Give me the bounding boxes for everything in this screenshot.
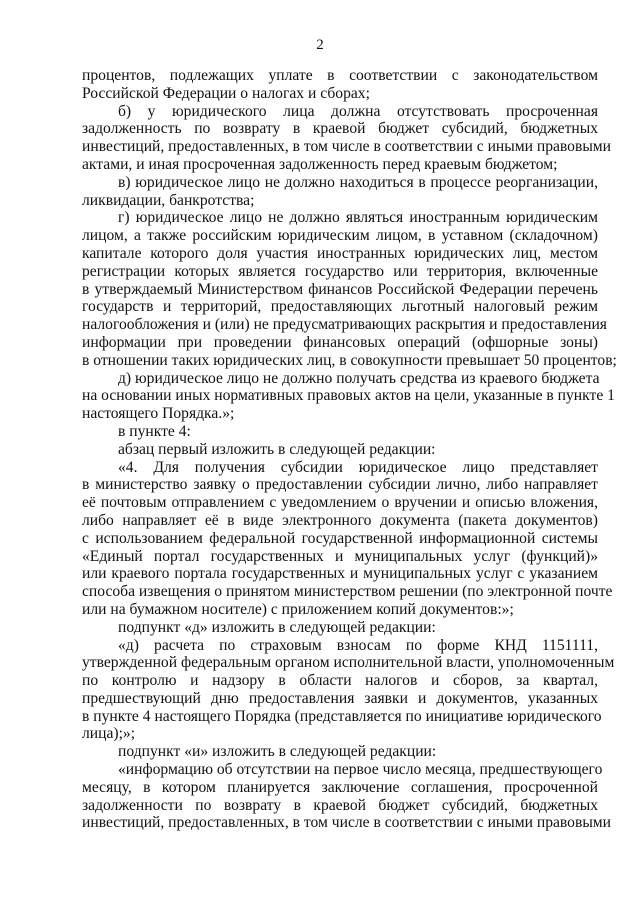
text-line: в министерство заявку о предоставлении субсидии лично, либо направляет [82,476,598,494]
text-line: налогообложения и (или) не предусматривающих раскрытия и предоставления [82,316,607,334]
text-line: в утверждаемый Министерством финансов Российской Федерации перечень [82,280,598,298]
text-line: по контролю и надзору в области налогов и сборов, за квартал, [82,672,598,690]
text-line: «4. Для получения субсидии юридическое лицо представляет [118,458,598,476]
text-line: инвестиций, предоставленных, в том числе в соответствии с иными правовыми [82,138,612,156]
text-line: с использованием федеральной государственной информационной системы [82,529,598,547]
text-line: месяцу, в котором планируется заключение соглашения, просроченной [82,778,598,796]
text-line: или на бумажном носителе) с приложением копий документов:»; [82,600,514,618]
text-line: или краевого портала государственных и муниципальных услуг с указанием [82,565,598,583]
text-line: инвестиций, предоставленных, в том числе в соответствии с иными правовыми [82,814,612,832]
text-line: г) юридическое лицо не должно являться иностранным юридическим [118,209,598,227]
text-line: задолженности по возврату в краевой бюджет субсидий, бюджетных [82,796,598,814]
text-line: Российской Федерации о налогах и сборах; [82,84,370,102]
text-line: утвержденной федеральным органом исполнительной власти, уполномоченным [82,654,615,672]
text-line: «д) расчета по страховым взносам по форме КНД 1151111, [118,636,598,654]
text-line: либо направляет её в виде электронного документа (пакета документов) [82,511,598,529]
text-line: государств и территорий, предоставляющих льготный налоговый режим [82,298,598,316]
text-line: предшествующий дню предоставления заявки и документов, указанных [82,689,598,707]
text-line: абзац первый изложить в следующей редакции: [118,440,436,458]
text-line: способа извещения о принятом министерством решении (по электронной почте [82,583,613,601]
document-body [82,67,617,832]
text-line: б) у юридического лица должна отсутствовать просроченная [118,102,598,120]
text-line: актами, и иная просроченная задолженность перед краевым бюджетом; [82,155,558,173]
text-line: её почтовым отправлением с уведомлением о вручении и описью вложения, [82,494,598,512]
text-line: «Единый портал государственных и муниципальных услуг (функций)» [82,547,598,565]
text-line: информации при проведении финансовых операций (офшорные зоны) [82,333,598,351]
text-line: задолженность по возврату в краевой бюджет субсидий, бюджетных [82,120,598,138]
text-line: лицом, а также российским юридическим лицом, в уставном (складочном) [82,227,598,245]
text-line: регистрации которых является государство или территория, включенные [82,262,598,280]
text-line: в пункте 4: [118,422,191,440]
text-line: подпункт «д» изложить в следующей редакции: [118,618,436,636]
text-line: в отношении таких юридических лиц, в совокупности превышает 50 процентов; [82,351,617,369]
text-line: ликвидации, банкротства; [82,191,255,209]
text-line: на основании иных нормативных правовых актов на цели, указанные в пункте 1 [82,387,615,405]
text-line: процентов, подлежащих уплате в соответствии с законодательством [82,67,598,84]
text-line: капитале которого доля участия иностранных юридических лиц, местом [82,244,598,262]
text-line: д) юридическое лицо не должно получать средства из краевого бюджета [118,369,600,387]
text-line: в пункте 4 настоящего Порядка (представляется по инициативе юридического [82,707,602,725]
page-number: 2 [316,37,324,53]
text-line: подпункт «и» изложить в следующей редакции: [118,743,437,761]
text-line: «информацию об отсутствии на первое число месяца, предшествующего [118,761,603,779]
text-line: в) юридическое лицо не должно находиться в процессе реорганизации, [118,173,598,191]
text-line: лица);»; [82,725,136,743]
text-line: настоящего Порядка.»; [82,405,235,423]
